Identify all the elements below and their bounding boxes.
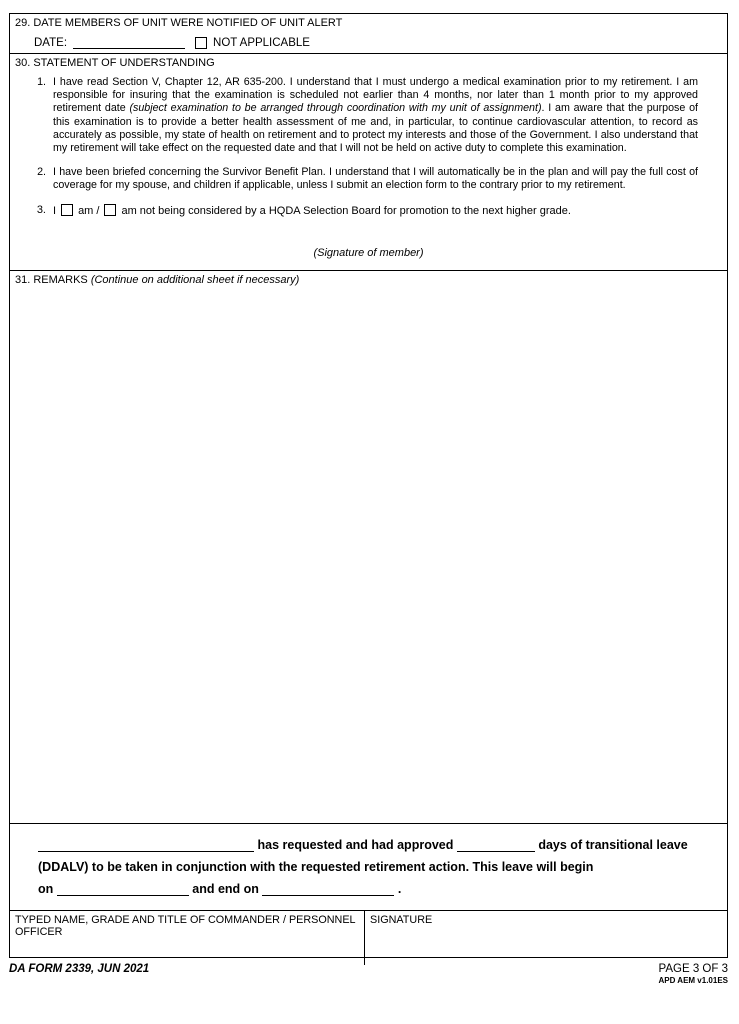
date-label: DATE:	[34, 36, 68, 49]
am-not-checkbox[interactable]	[104, 204, 116, 216]
leave-line-1	[38, 834, 713, 856]
leave-line-1-text-b: days of transitional leave	[538, 837, 688, 852]
leave-line-1-text-a: has requested and had approved	[257, 837, 454, 852]
leave-line-3-text-b: and end on	[192, 881, 259, 896]
statement-item-2-text: I have been briefed concerning the Survivor Benefit Plan. I understand that I will automatically be in the plan and will pay the full cost of coverage for my spouse, and children if applicable, unless I submit an election form to the contrary prior to my retirement.	[53, 166, 698, 192]
footer-right-group	[658, 963, 728, 985]
form-frame	[9, 13, 728, 958]
leave-line-3-text-a: on	[38, 881, 54, 896]
block-29-unit-alert-notification	[10, 14, 727, 53]
statement-list	[15, 76, 722, 217]
not-applicable-label: NOT APPLICABLE	[213, 36, 310, 49]
statement-item-2	[15, 166, 722, 192]
am-checkbox[interactable]	[61, 204, 73, 216]
not-applicable-checkbox[interactable]	[195, 37, 207, 49]
statement-item-3-number: 3.	[36, 204, 46, 217]
statement-item-1-number: 1.	[37, 76, 46, 88]
statement-item-3-lead: I	[53, 204, 57, 217]
statement-item-3-text	[53, 204, 571, 217]
statement-item-1-text-part2: . I am aware that the purpose of this examination is to provide a better health assessment of me and, in particular, to continue cardiovascular attention, to record as accurately as possible, my state of health on retirement and to protect my interests and those of the Government. I also understand that my retirement will take effect on the requested date and that I will not be held on active duty to complete this examination.	[53, 102, 698, 155]
leave-line-3	[38, 878, 713, 900]
page-number-label: PAGE 3 OF 3	[658, 963, 728, 975]
leave-line-3-period: .	[397, 881, 402, 896]
commander-signature-row	[10, 910, 727, 965]
commander-signature-label: SIGNATURE	[370, 913, 433, 926]
date-input[interactable]	[73, 36, 185, 49]
statement-item-2-number: 2.	[37, 166, 46, 179]
am-not-label: am not being considered by a HQDA Selection Board for promotion to the next higher grade.	[121, 204, 571, 217]
block-31-title-number: 31. REMARKS	[15, 273, 88, 286]
statement-item-1-text	[53, 76, 698, 155]
member-name-input[interactable]	[38, 837, 254, 852]
remarks-input[interactable]	[15, 291, 722, 821]
block-29-title: 29. DATE MEMBERS OF UNIT WERE NOTIFIED OF UNIT ALERT	[15, 17, 343, 29]
statement-item-1-text-italic: (subject examination to be arranged through coordination with my unit of assignment)	[129, 102, 542, 115]
form-id-label: DA FORM 2339, JUN 2021	[9, 963, 150, 975]
block-29-date-row	[15, 36, 722, 49]
begin-date-input[interactable]	[57, 881, 189, 896]
days-input[interactable]	[457, 837, 535, 852]
end-date-input[interactable]	[262, 881, 394, 896]
commander-signature-input[interactable]	[370, 926, 722, 956]
block-31-title	[15, 274, 722, 286]
statement-item-3	[15, 204, 722, 217]
am-label: am /	[78, 204, 100, 217]
apd-version-label: APD AEM v1.01ES	[658, 976, 728, 985]
block-30-title: 30. STATEMENT OF UNDERSTANDING	[15, 57, 215, 69]
member-signature-caption: (Signature of member)	[313, 246, 424, 259]
commander-typed-name-label: TYPED NAME, GRADE AND TITLE OF COMMANDER / PERSONNEL OFFICER	[15, 913, 356, 938]
commander-signature-cell	[365, 911, 727, 965]
commander-typed-name-cell	[10, 911, 365, 965]
leave-line-2: (DDALV) to be taken in conjunction with the requested retirement action. This leave will begin	[38, 859, 594, 874]
block-31-remarks	[10, 270, 727, 823]
block-30-statement-of-understanding	[10, 53, 727, 270]
statement-item-1-text-part1: I have read Section V, Chapter 12, AR 635-200. I understand that I must undergo a medical examination prior to my retirement. I am responsible for insuring that the examination is scheduled not earlier than 4 months, nor later than 1 month prior to my approved retirement date	[53, 76, 698, 115]
statement-item-1	[15, 76, 722, 155]
form-footer	[9, 963, 728, 993]
transitional-leave-statement	[10, 823, 727, 910]
block-31-title-note: (Continue on additional sheet if necessary)	[90, 273, 300, 286]
